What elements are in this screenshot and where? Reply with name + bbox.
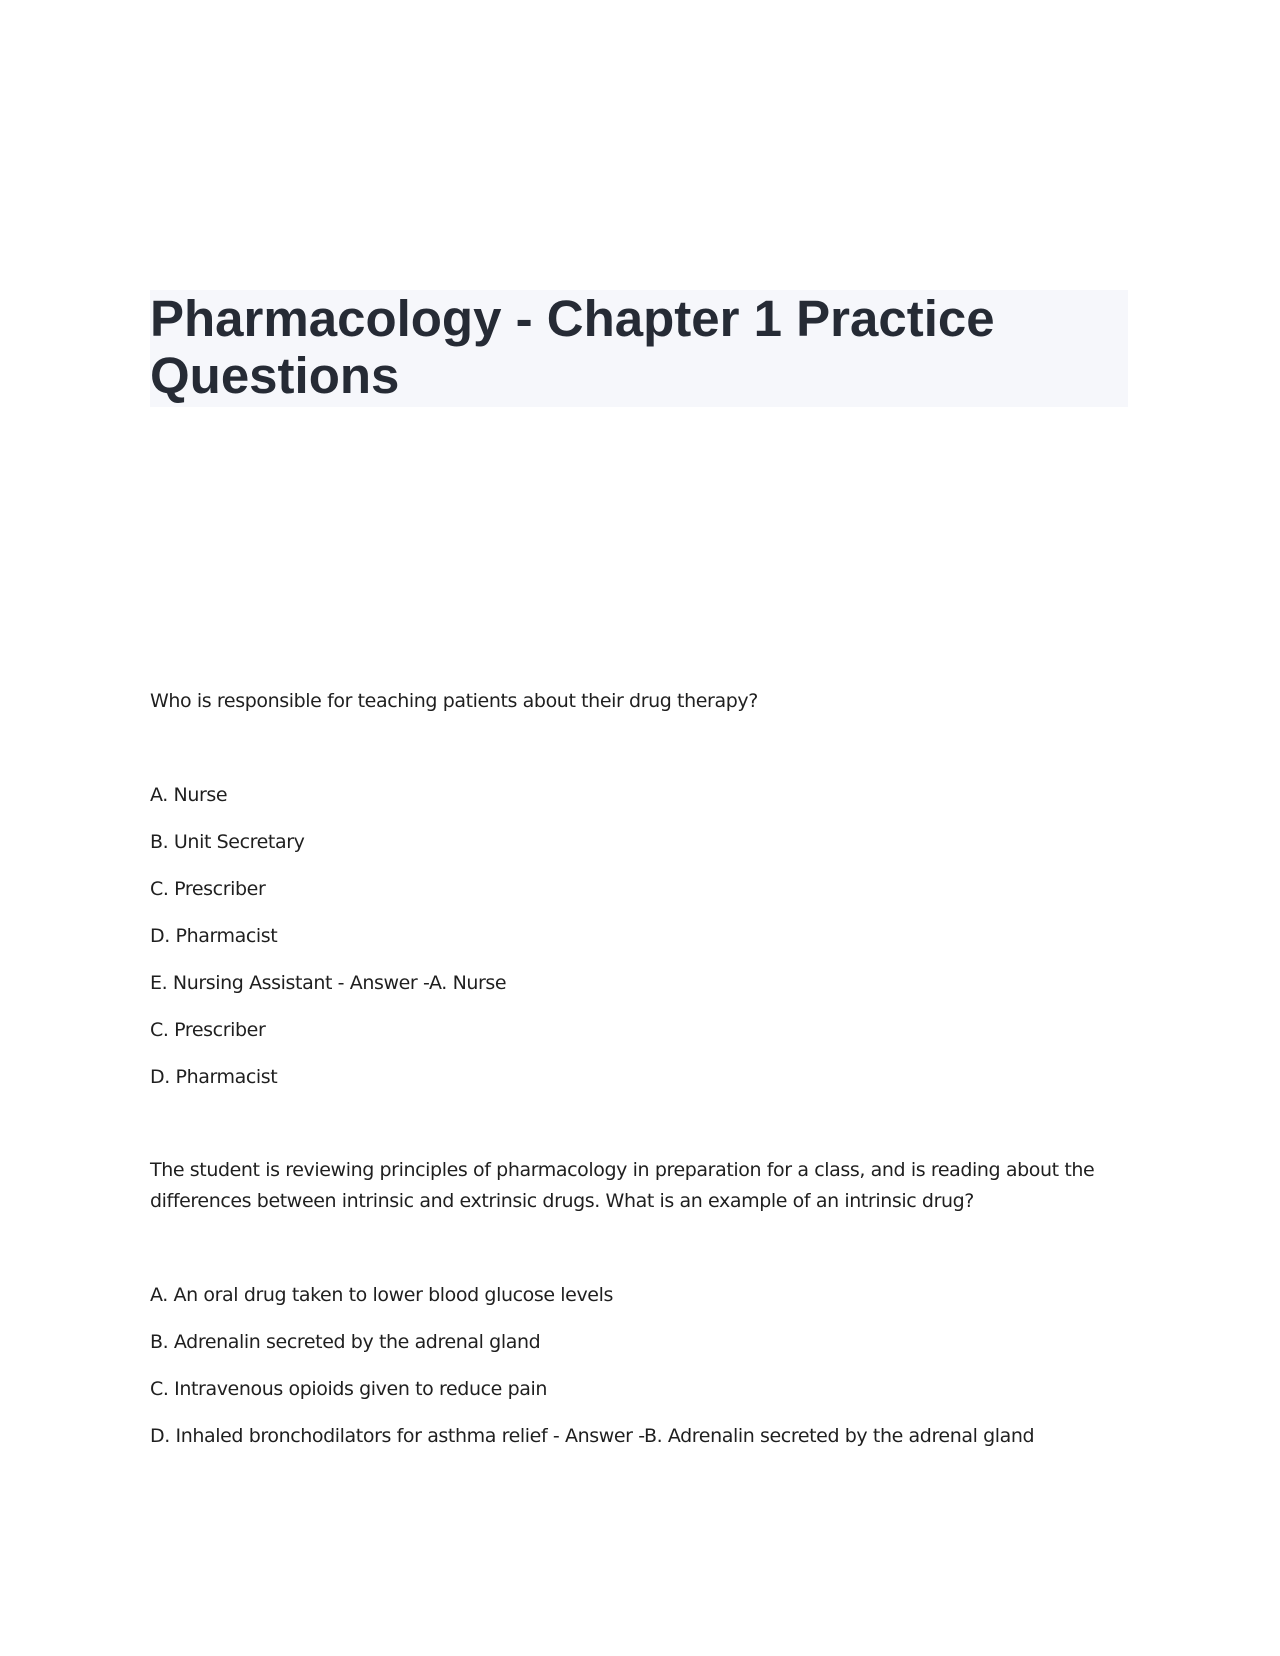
question-1-option-a: A. Nurse [150,784,228,806]
question-2-option-b: B. Adrenalin secreted by the adrenal gland [150,1331,541,1353]
question-1-answer-c: C. Prescriber [150,1019,266,1041]
question-1-option-e-answer: E. Nursing Assistant - Answer -A. Nurse [150,972,507,994]
question-1-option-b: B. Unit Secretary [150,831,305,853]
document-title: Pharmacology - Chapter 1 Practice Questions [150,290,995,404]
question-1-prompt: Who is responsible for teaching patients about their drug therapy? [150,690,758,712]
question-1-answer-d: D. Pharmacist [150,1066,278,1088]
question-2-option-c: C. Intravenous opioids given to reduce pain [150,1378,547,1400]
question-2-option-a: A. An oral drug taken to lower blood glucose levels [150,1284,613,1306]
question-2-prompt: The student is reviewing principles of pharmacology in preparation for a class, and is reading about the differences between intrinsic and extrinsic drugs. What is an example of an intrinsic drug? [150,1159,1095,1212]
question-1-option-d: D. Pharmacist [150,925,278,947]
question-1-option-c: C. Prescriber [150,878,266,900]
question-2-option-d-answer: D. Inhaled bronchodilators for asthma relief - Answer -B. Adrenalin secreted by the adrenal gland [150,1425,1035,1447]
